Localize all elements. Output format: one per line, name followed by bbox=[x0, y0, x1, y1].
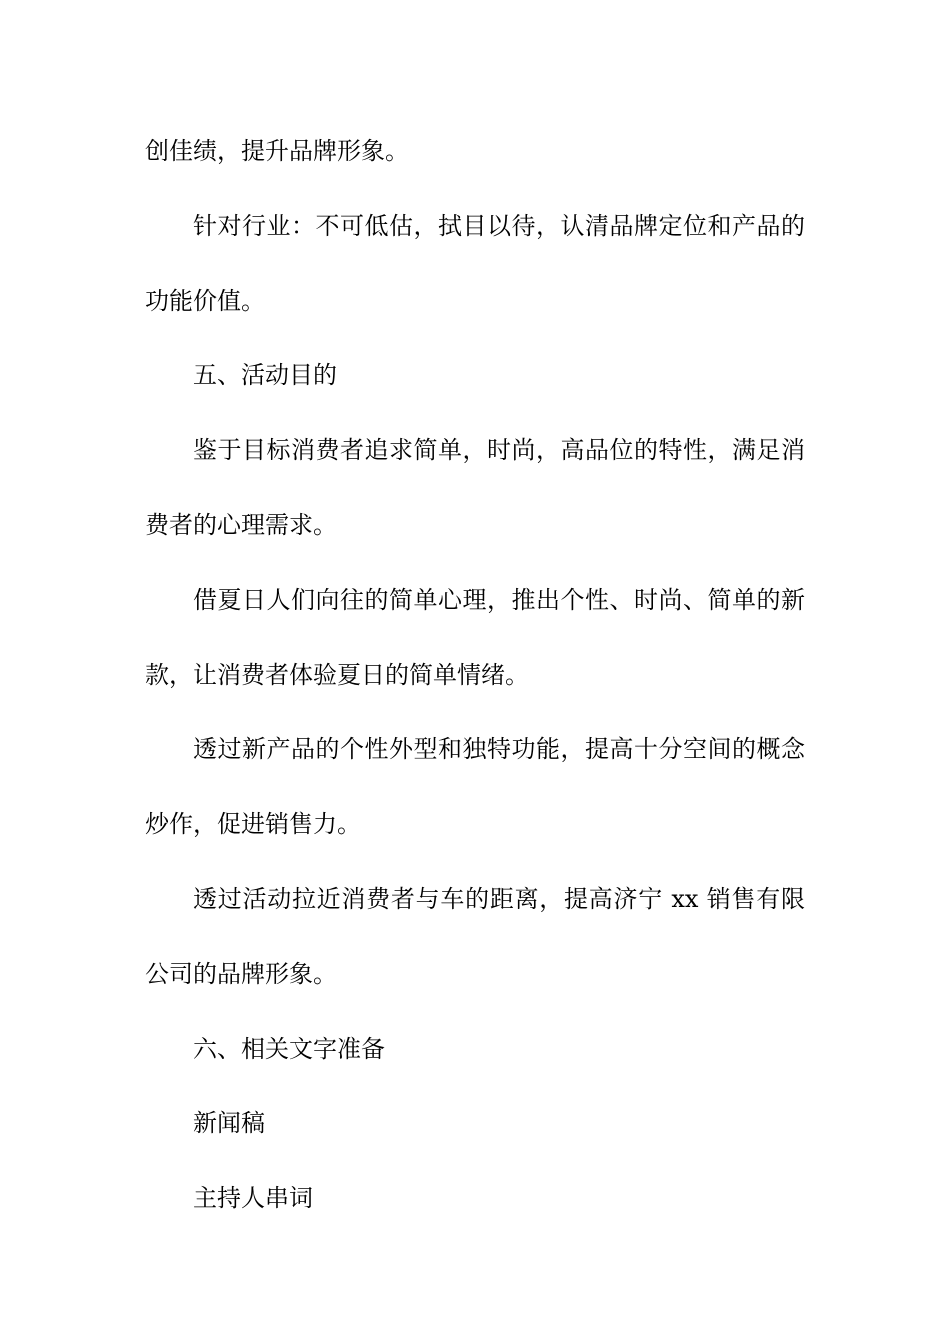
paragraph-summer-products: 借夏日人们向往的简单心理，推出个性、时尚、简单的新款，让消费者体验夏日的简单情绪。 bbox=[145, 585, 805, 689]
list-item-host-script: 主持人串词 bbox=[193, 1184, 313, 1213]
document-body bbox=[145, 114, 805, 1236]
paragraph-new-product-features: 透过新产品的个性外型和独特功能，提高十分空间的概念炒作，促进销售力。 bbox=[145, 735, 805, 839]
paragraph-brand-image: 透过活动拉近消费者与车的距离，提高济宁 xx 销售有限公司的品牌形象。 bbox=[145, 884, 805, 988]
paragraph-continuation: 创佳绩，提升品牌形象。 bbox=[145, 137, 409, 165]
section-heading-text-preparation: 六、相关文字准备 bbox=[193, 1034, 385, 1063]
list-item-press-release: 新闻稿 bbox=[193, 1109, 265, 1138]
section-heading-activity-purpose: 五、活动目的 bbox=[193, 361, 337, 390]
paragraph-consumer-needs: 鉴于目标消费者追求简单，时尚，高品位的特性，满足消费者的心理需求。 bbox=[145, 436, 805, 539]
paragraph-industry: 针对行业：不可低估，拭目以待，认清品牌定位和产品的功能价值。 bbox=[145, 211, 805, 315]
